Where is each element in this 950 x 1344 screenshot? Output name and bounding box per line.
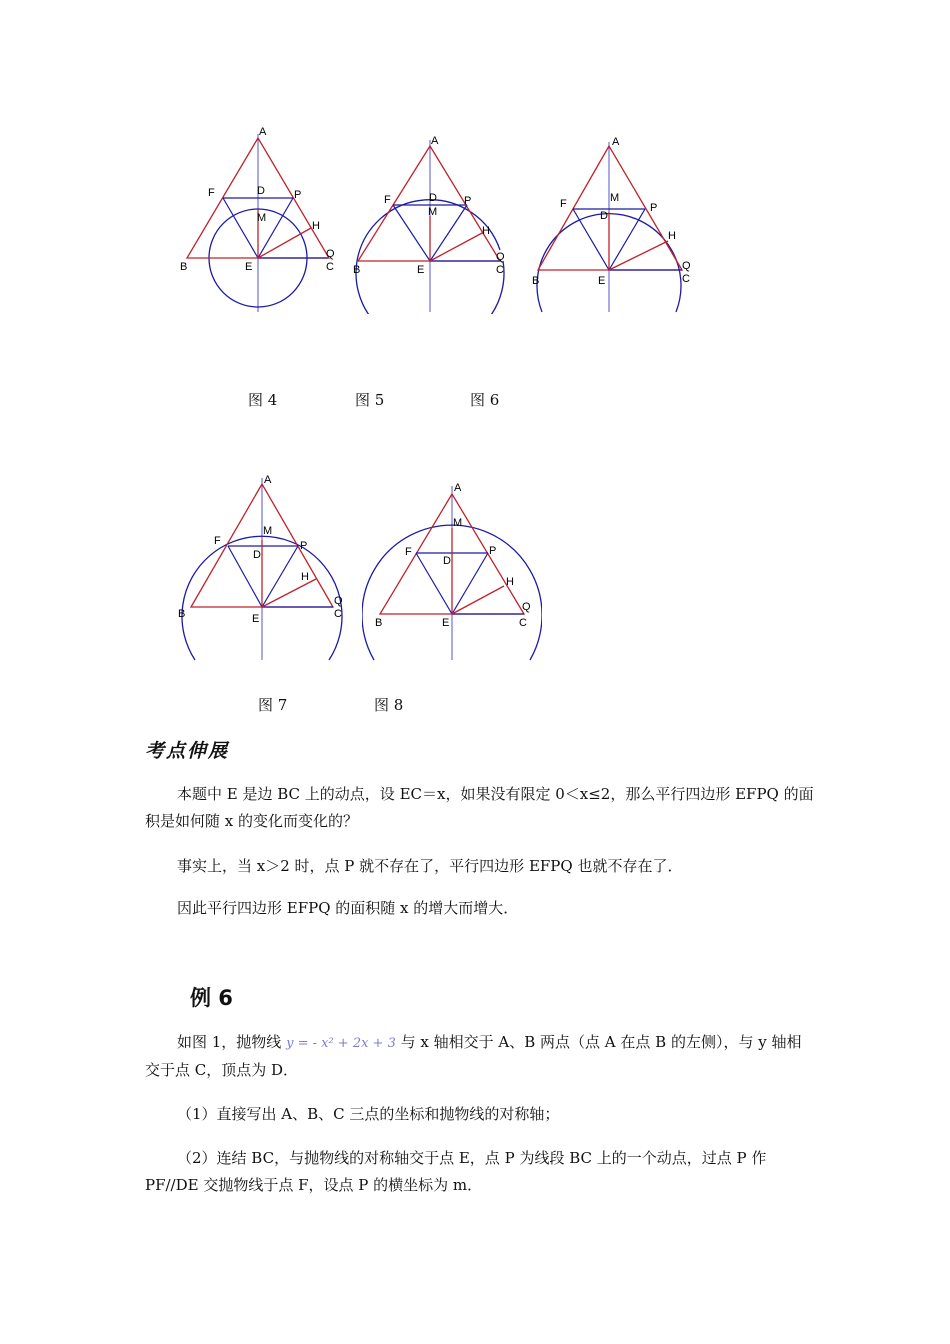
label-h: H	[668, 230, 676, 242]
section-title: 考点伸展	[145, 740, 230, 762]
label-d: D	[443, 555, 451, 567]
label-a: A	[259, 126, 267, 138]
label-f: F	[214, 535, 221, 547]
question-2: （2）连结 BC，与抛物线的对称轴交于点 E，点 P 为线段 BC 上的一个动点，过点 P 作 PF//DE 交抛物线于点 F，设点 P 的横坐标为 m．	[145, 1149, 767, 1194]
label-m: M	[610, 192, 620, 204]
question-1: （1）直接写出 A、B、C 三点的坐标和抛物线的对称轴；	[177, 1105, 560, 1123]
label-d: D	[429, 192, 437, 204]
label-a: A	[264, 474, 272, 486]
section-paragraph-1: 本题中 E 是边 BC 上的动点，设 EC＝x，如果没有限定 0＜x≤2，那么平行四边形 EFPQ 的面积是如何随 x 的变化而变化的？	[145, 785, 814, 830]
label-e: E	[252, 613, 260, 625]
label-q: Q	[682, 260, 691, 272]
caption-fig-6: 图 6	[470, 391, 500, 409]
section-paragraph-3: 因此平行四边形 EFPQ 的面积随 x 的增大而增大．	[177, 899, 519, 917]
label-f: F	[208, 187, 215, 199]
label-p: P	[300, 540, 308, 552]
caption-fig-5: 图 5	[355, 391, 385, 409]
label-b: B	[375, 617, 383, 629]
label-p: P	[464, 195, 472, 207]
example-intro	[145, 1029, 815, 1084]
figure-4	[178, 122, 338, 314]
label-m: M	[257, 212, 267, 224]
label-c: C	[334, 608, 342, 620]
label-a: A	[431, 135, 439, 147]
label-h: H	[482, 225, 490, 237]
label-q: Q	[326, 248, 335, 260]
label-e: E	[442, 617, 450, 629]
label-a: A	[612, 136, 620, 148]
label-a: A	[454, 482, 462, 494]
example-title: 例 6	[190, 986, 233, 1010]
label-m: M	[263, 525, 273, 537]
label-e: E	[598, 275, 606, 287]
label-h: H	[301, 571, 309, 583]
label-q: Q	[522, 601, 531, 613]
label-c: C	[682, 273, 690, 285]
label-f: F	[384, 194, 391, 206]
intro-text-a: 如图 1，抛物线	[177, 1033, 287, 1051]
label-c: C	[496, 264, 504, 276]
label-q: Q	[496, 251, 505, 263]
label-c: C	[519, 617, 527, 629]
label-d: D	[600, 210, 608, 222]
caption-fig-4: 图 4	[248, 391, 278, 409]
parabola-formula: y = - x² + 2x + 3	[286, 1036, 396, 1051]
label-e: E	[245, 261, 253, 273]
label-p: P	[650, 202, 658, 214]
caption-fig-8: 图 8	[374, 696, 404, 714]
label-m: M	[428, 206, 438, 218]
figure-5	[350, 130, 514, 314]
label-b: B	[353, 264, 361, 276]
figure-8	[362, 478, 542, 662]
label-c: C	[326, 261, 334, 273]
figure-6	[530, 132, 698, 314]
label-p: P	[294, 189, 302, 201]
label-f: F	[405, 546, 412, 558]
intro-text-b: 与 x 轴相交于 A、B 两点（点 A 在点 B 的左侧），与 y 轴相交于点 C，顶点为 D．	[145, 1033, 802, 1079]
caption-fig-7: 图 7	[258, 696, 288, 714]
label-b: B	[532, 275, 540, 287]
label-f: F	[560, 198, 567, 210]
label-h: H	[506, 576, 514, 588]
label-b: B	[178, 608, 186, 620]
section-paragraph-2: 事实上，当 x＞2 时，点 P 就不存在了，平行四边形 EFPQ 也就不存在了．	[177, 857, 683, 875]
label-d: D	[257, 185, 265, 197]
figure-7	[175, 470, 355, 662]
label-b: B	[180, 261, 188, 273]
label-p: P	[489, 545, 497, 557]
label-h: H	[312, 220, 320, 232]
label-m: M	[453, 517, 463, 529]
label-e: E	[417, 264, 425, 276]
label-q: Q	[334, 595, 343, 607]
label-d: D	[253, 549, 261, 561]
